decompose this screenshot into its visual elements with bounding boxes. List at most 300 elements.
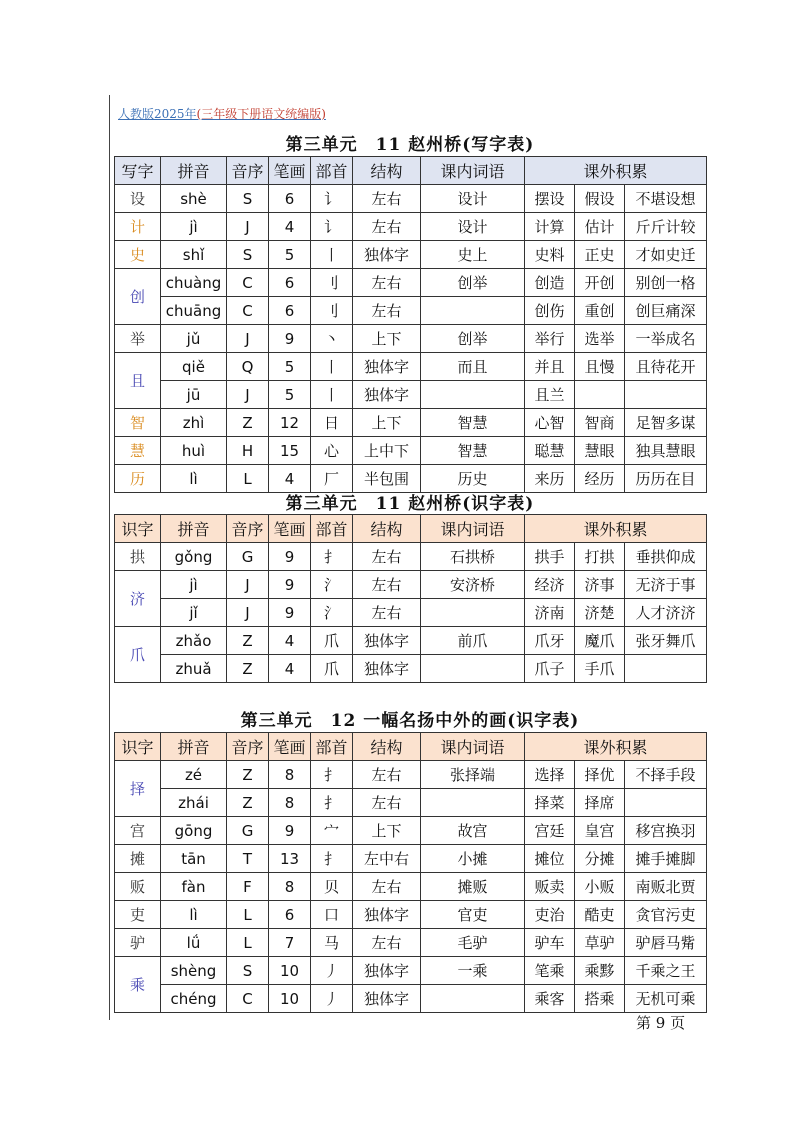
table-row <box>115 873 707 901</box>
radical-cell: 心 <box>311 437 353 465</box>
pinyin-cell: chuāng <box>161 297 227 325</box>
stroke-count-cell: 9 <box>269 599 311 627</box>
pinyin-cell: gōng <box>161 817 227 845</box>
structure-cell: 上下 <box>353 817 421 845</box>
column-header: 音序 <box>227 157 269 185</box>
extra-word-cell: 不堪设想 <box>625 185 707 213</box>
table-row <box>115 409 707 437</box>
extra-word-cell <box>625 789 707 817</box>
table-row <box>115 213 707 241</box>
extra-word-cell: 一举成名 <box>625 325 707 353</box>
stroke-count-cell: 8 <box>269 789 311 817</box>
extra-word-cell: 摊手摊脚 <box>625 845 707 873</box>
initial-cell: Z <box>227 761 269 789</box>
structure-cell: 独体字 <box>353 901 421 929</box>
section2-title: 第三单元 11 赵州桥(识字表) <box>285 494 535 514</box>
column-header: 拼音 <box>161 515 227 543</box>
textbook-word-cell: 官吏 <box>421 901 525 929</box>
column-header: 拼音 <box>161 157 227 185</box>
page-number: 第 9 页 <box>636 1014 686 1032</box>
radical-cell: 丿 <box>311 957 353 985</box>
radical-cell: 宀 <box>311 817 353 845</box>
structure-cell: 左右 <box>353 789 421 817</box>
stroke-count-cell: 9 <box>269 543 311 571</box>
extra-word-cell: 手爪 <box>575 655 625 683</box>
extra-word-cell: 创伤 <box>525 297 575 325</box>
extra-word-cell: 开创 <box>575 269 625 297</box>
textbook-word-cell: 智慧 <box>421 409 525 437</box>
initial-cell: L <box>227 465 269 493</box>
extra-word-cell: 小贩 <box>575 873 625 901</box>
radical-cell: 爪 <box>311 627 353 655</box>
extra-word-cell <box>625 381 707 409</box>
extra-word-cell: 选择 <box>525 761 575 789</box>
char-cell: 驴 <box>115 929 161 957</box>
textbook-word-cell: 创举 <box>421 269 525 297</box>
textbook-word-cell: 设计 <box>421 185 525 213</box>
extra-word-cell: 选举 <box>575 325 625 353</box>
column-header: 结构 <box>353 733 421 761</box>
table-row <box>115 599 707 627</box>
pinyin-cell: shǐ <box>161 241 227 269</box>
pinyin-cell: jì <box>161 213 227 241</box>
initial-cell: Z <box>227 655 269 683</box>
pinyin-cell: jǐ <box>161 599 227 627</box>
table-row <box>115 269 707 297</box>
initial-cell: Z <box>227 627 269 655</box>
textbook-word-cell: 而且 <box>421 353 525 381</box>
textbook-word-cell: 前爪 <box>421 627 525 655</box>
stroke-count-cell: 12 <box>269 409 311 437</box>
extra-word-cell: 才如史迁 <box>625 241 707 269</box>
char-cell: 拱 <box>115 543 161 571</box>
extra-word-cell: 笔乘 <box>525 957 575 985</box>
char-cell: 宫 <box>115 817 161 845</box>
table-row <box>115 437 707 465</box>
extra-word-cell: 打拱 <box>575 543 625 571</box>
structure-cell: 独体字 <box>353 957 421 985</box>
char-cell: 慧 <box>115 437 161 465</box>
textbook-word-cell <box>421 789 525 817</box>
pinyin-cell: zhì <box>161 409 227 437</box>
structure-cell: 半包围 <box>353 465 421 493</box>
extra-word-cell: 宫廷 <box>525 817 575 845</box>
char-cell: 计 <box>115 213 161 241</box>
stroke-count-cell: 5 <box>269 381 311 409</box>
table-row <box>115 185 707 213</box>
pinyin-cell: lì <box>161 901 227 929</box>
extra-word-cell: 摆设 <box>525 185 575 213</box>
extra-word-cell: 举行 <box>525 325 575 353</box>
radical-cell: 日 <box>311 409 353 437</box>
extra-word-cell: 拱手 <box>525 543 575 571</box>
extra-word-cell: 摊位 <box>525 845 575 873</box>
radical-cell: 讠 <box>311 185 353 213</box>
initial-cell: J <box>227 213 269 241</box>
extra-word-cell: 经济 <box>525 571 575 599</box>
extra-word-cell: 草驴 <box>575 929 625 957</box>
column-header: 拼音 <box>161 733 227 761</box>
char-cell: 济 <box>115 571 161 627</box>
initial-cell: J <box>227 381 269 409</box>
initial-cell: C <box>227 985 269 1013</box>
structure-cell: 上下 <box>353 409 421 437</box>
extra-word-cell: 垂拱仰成 <box>625 543 707 571</box>
char-cell: 爪 <box>115 627 161 683</box>
extra-word-cell: 估计 <box>575 213 625 241</box>
table-row <box>115 297 707 325</box>
extra-word-cell: 且待花开 <box>625 353 707 381</box>
initial-cell: J <box>227 599 269 627</box>
table-row <box>115 571 707 599</box>
extra-word-cell: 吏治 <box>525 901 575 929</box>
extra-word-cell: 慧眼 <box>575 437 625 465</box>
header-note-paren: (三年级下册语文统编版) <box>196 107 326 121</box>
structure-cell: 左右 <box>353 213 421 241</box>
column-header: 笔画 <box>269 157 311 185</box>
initial-cell: G <box>227 543 269 571</box>
header-note <box>118 105 326 122</box>
textbook-word-cell <box>421 985 525 1013</box>
char-cell: 贩 <box>115 873 161 901</box>
radical-cell: 扌 <box>311 761 353 789</box>
pinyin-cell: shè <box>161 185 227 213</box>
initial-cell: Q <box>227 353 269 381</box>
table-row <box>115 353 707 381</box>
char-cell: 择 <box>115 761 161 817</box>
structure-cell: 上中下 <box>353 437 421 465</box>
pinyin-cell: zhuǎ <box>161 655 227 683</box>
pinyin-cell: zé <box>161 761 227 789</box>
extra-word-cell: 史料 <box>525 241 575 269</box>
stroke-count-cell: 7 <box>269 929 311 957</box>
radical-cell: 扌 <box>311 845 353 873</box>
initial-cell: T <box>227 845 269 873</box>
extra-word-cell: 济南 <box>525 599 575 627</box>
table-row <box>115 241 707 269</box>
char-cell: 设 <box>115 185 161 213</box>
column-header: 课内词语 <box>421 157 525 185</box>
extra-word-cell: 爪牙 <box>525 627 575 655</box>
stroke-count-cell: 4 <box>269 213 311 241</box>
write-table-lesson11 <box>114 156 707 493</box>
textbook-word-cell: 安济桥 <box>421 571 525 599</box>
initial-cell: S <box>227 957 269 985</box>
extra-word-cell: 贩卖 <box>525 873 575 901</box>
initial-cell: Z <box>227 409 269 437</box>
pinyin-cell: zhǎo <box>161 627 227 655</box>
initial-cell: G <box>227 817 269 845</box>
radical-cell: 氵 <box>311 599 353 627</box>
radical-cell: 讠 <box>311 213 353 241</box>
table-row <box>115 985 707 1013</box>
structure-cell: 左右 <box>353 873 421 901</box>
extra-word-cell: 历历在目 <box>625 465 707 493</box>
left-margin-line <box>109 95 110 1020</box>
textbook-word-cell <box>421 599 525 627</box>
extra-word-cell: 驴唇马觜 <box>625 929 707 957</box>
textbook-word-cell: 历史 <box>421 465 525 493</box>
table-row <box>115 543 707 571</box>
extra-word-cell: 择优 <box>575 761 625 789</box>
initial-cell: L <box>227 929 269 957</box>
radical-cell: 丶 <box>311 325 353 353</box>
table-row <box>115 817 707 845</box>
column-header: 笔画 <box>269 515 311 543</box>
pinyin-cell: qiě <box>161 353 227 381</box>
radical-cell: 氵 <box>311 571 353 599</box>
extra-word-cell: 心智 <box>525 409 575 437</box>
column-header: 识字 <box>115 733 161 761</box>
extra-word-cell: 皇宫 <box>575 817 625 845</box>
structure-cell: 左右 <box>353 543 421 571</box>
table-row <box>115 381 707 409</box>
structure-cell: 独体字 <box>353 353 421 381</box>
structure-cell: 左右 <box>353 185 421 213</box>
pinyin-cell: zhái <box>161 789 227 817</box>
textbook-word-cell: 智慧 <box>421 437 525 465</box>
stroke-count-cell: 10 <box>269 985 311 1013</box>
structure-cell: 左中右 <box>353 845 421 873</box>
extra-word-cell: 经历 <box>575 465 625 493</box>
pinyin-cell: shèng <box>161 957 227 985</box>
textbook-word-cell: 一乘 <box>421 957 525 985</box>
structure-cell: 左右 <box>353 297 421 325</box>
char-cell: 举 <box>115 325 161 353</box>
structure-cell: 独体字 <box>353 655 421 683</box>
radical-cell: 刂 <box>311 269 353 297</box>
textbook-word-cell <box>421 655 525 683</box>
extra-word-cell: 不择手段 <box>625 761 707 789</box>
radical-cell: 丨 <box>311 381 353 409</box>
extra-word-cell: 计算 <box>525 213 575 241</box>
section3-title: 第三单元 12 一幅名扬中外的画(识字表) <box>240 711 580 731</box>
initial-cell: Z <box>227 789 269 817</box>
stroke-count-cell: 9 <box>269 571 311 599</box>
column-header: 写字 <box>115 157 161 185</box>
extra-word-cell: 假设 <box>575 185 625 213</box>
stroke-count-cell: 5 <box>269 353 311 381</box>
char-cell: 摊 <box>115 845 161 873</box>
textbook-word-cell: 毛驴 <box>421 929 525 957</box>
stroke-count-cell: 6 <box>269 269 311 297</box>
column-header: 课内词语 <box>421 515 525 543</box>
extra-word-cell: 魔爪 <box>575 627 625 655</box>
extra-word-cell: 并且 <box>525 353 575 381</box>
initial-cell: S <box>227 241 269 269</box>
radical-cell: 贝 <box>311 873 353 901</box>
stroke-count-cell: 4 <box>269 655 311 683</box>
extra-word-cell: 千乘之王 <box>625 957 707 985</box>
column-header: 音序 <box>227 515 269 543</box>
extra-word-cell: 贪官污吏 <box>625 901 707 929</box>
extra-word-cell: 且兰 <box>525 381 575 409</box>
structure-cell: 独体字 <box>353 985 421 1013</box>
pinyin-cell: chuàng <box>161 269 227 297</box>
initial-cell: C <box>227 269 269 297</box>
radical-cell: 丿 <box>311 985 353 1013</box>
table-row <box>115 957 707 985</box>
extra-word-cell: 无机可乘 <box>625 985 707 1013</box>
radical-cell: 厂 <box>311 465 353 493</box>
stroke-count-cell: 15 <box>269 437 311 465</box>
structure-cell: 左右 <box>353 599 421 627</box>
column-header: 课外积累 <box>525 733 707 761</box>
structure-cell: 左右 <box>353 269 421 297</box>
table-row <box>115 655 707 683</box>
radical-cell: 马 <box>311 929 353 957</box>
initial-cell: C <box>227 297 269 325</box>
radical-cell: 口 <box>311 901 353 929</box>
char-cell: 智 <box>115 409 161 437</box>
radical-cell: 爪 <box>311 655 353 683</box>
pinyin-cell: gǒng <box>161 543 227 571</box>
extra-word-cell: 张牙舞爪 <box>625 627 707 655</box>
column-header: 部首 <box>311 733 353 761</box>
table-header-row <box>115 733 707 761</box>
textbook-word-cell: 摊贩 <box>421 873 525 901</box>
char-cell: 乘 <box>115 957 161 1013</box>
extra-word-cell: 别创一格 <box>625 269 707 297</box>
column-header: 课内词语 <box>421 733 525 761</box>
extra-word-cell: 足智多谋 <box>625 409 707 437</box>
column-header: 部首 <box>311 157 353 185</box>
column-header: 结构 <box>353 515 421 543</box>
extra-word-cell: 人才济济 <box>625 599 707 627</box>
textbook-word-cell: 张择端 <box>421 761 525 789</box>
extra-word-cell: 驴车 <box>525 929 575 957</box>
char-cell: 史 <box>115 241 161 269</box>
table-row <box>115 325 707 353</box>
header-note-prefix: 人教版2025年 <box>118 107 197 121</box>
structure-cell: 独体字 <box>353 627 421 655</box>
radical-cell: 丨 <box>311 241 353 269</box>
structure-cell: 左右 <box>353 929 421 957</box>
table-row <box>115 929 707 957</box>
stroke-count-cell: 10 <box>269 957 311 985</box>
extra-word-cell: 创造 <box>525 269 575 297</box>
extra-word-cell: 择菜 <box>525 789 575 817</box>
column-header: 课外积累 <box>525 157 707 185</box>
extra-word-cell <box>575 381 625 409</box>
extra-word-cell: 独具慧眼 <box>625 437 707 465</box>
table-row <box>115 901 707 929</box>
stroke-count-cell: 8 <box>269 761 311 789</box>
structure-cell: 左右 <box>353 571 421 599</box>
textbook-word-cell <box>421 381 525 409</box>
textbook-word-cell <box>421 297 525 325</box>
table-header-row <box>115 157 707 185</box>
stroke-count-cell: 8 <box>269 873 311 901</box>
initial-cell: L <box>227 901 269 929</box>
pinyin-cell: jì <box>161 571 227 599</box>
column-header: 笔画 <box>269 733 311 761</box>
extra-word-cell: 无济于事 <box>625 571 707 599</box>
char-cell: 历 <box>115 465 161 493</box>
extra-word-cell: 爪子 <box>525 655 575 683</box>
radical-cell: 刂 <box>311 297 353 325</box>
read-table-lesson12 <box>114 732 707 1013</box>
extra-word-cell: 济楚 <box>575 599 625 627</box>
extra-word-cell: 乘客 <box>525 985 575 1013</box>
column-header: 部首 <box>311 515 353 543</box>
extra-word-cell: 正史 <box>575 241 625 269</box>
structure-cell: 独体字 <box>353 241 421 269</box>
stroke-count-cell: 6 <box>269 901 311 929</box>
table-row <box>115 761 707 789</box>
stroke-count-cell: 6 <box>269 297 311 325</box>
column-header: 识字 <box>115 515 161 543</box>
char-cell: 创 <box>115 269 161 325</box>
read-table-lesson11 <box>114 514 707 683</box>
pinyin-cell: huì <box>161 437 227 465</box>
char-cell: 且 <box>115 353 161 409</box>
stroke-count-cell: 13 <box>269 845 311 873</box>
structure-cell: 左右 <box>353 761 421 789</box>
radical-cell: 扌 <box>311 543 353 571</box>
extra-word-cell <box>625 655 707 683</box>
textbook-word-cell: 小摊 <box>421 845 525 873</box>
initial-cell: F <box>227 873 269 901</box>
initial-cell: S <box>227 185 269 213</box>
extra-word-cell: 重创 <box>575 297 625 325</box>
table-row <box>115 627 707 655</box>
extra-word-cell: 创巨痛深 <box>625 297 707 325</box>
pinyin-cell: fàn <box>161 873 227 901</box>
pinyin-cell: lǘ <box>161 929 227 957</box>
stroke-count-cell: 9 <box>269 325 311 353</box>
structure-cell: 独体字 <box>353 381 421 409</box>
initial-cell: J <box>227 325 269 353</box>
pinyin-cell: jū <box>161 381 227 409</box>
stroke-count-cell: 4 <box>269 627 311 655</box>
structure-cell: 上下 <box>353 325 421 353</box>
extra-word-cell: 且慢 <box>575 353 625 381</box>
extra-word-cell: 智商 <box>575 409 625 437</box>
textbook-word-cell: 设计 <box>421 213 525 241</box>
extra-word-cell: 酷吏 <box>575 901 625 929</box>
pinyin-cell: lì <box>161 465 227 493</box>
textbook-word-cell: 创举 <box>421 325 525 353</box>
extra-word-cell: 聪慧 <box>525 437 575 465</box>
char-cell: 吏 <box>115 901 161 929</box>
stroke-count-cell: 9 <box>269 817 311 845</box>
textbook-word-cell: 史上 <box>421 241 525 269</box>
stroke-count-cell: 4 <box>269 465 311 493</box>
column-header: 音序 <box>227 733 269 761</box>
extra-word-cell: 南贩北贾 <box>625 873 707 901</box>
extra-word-cell: 搭乘 <box>575 985 625 1013</box>
textbook-word-cell: 故宫 <box>421 817 525 845</box>
pinyin-cell: chéng <box>161 985 227 1013</box>
extra-word-cell: 来历 <box>525 465 575 493</box>
section1-title: 第三单元 11 赵州桥(写字表) <box>285 135 535 155</box>
extra-word-cell: 移宫换羽 <box>625 817 707 845</box>
initial-cell: H <box>227 437 269 465</box>
textbook-word-cell: 石拱桥 <box>421 543 525 571</box>
pinyin-cell: jǔ <box>161 325 227 353</box>
initial-cell: J <box>227 571 269 599</box>
stroke-count-cell: 5 <box>269 241 311 269</box>
table-header-row <box>115 515 707 543</box>
extra-word-cell: 择席 <box>575 789 625 817</box>
table-row <box>115 845 707 873</box>
extra-word-cell: 分摊 <box>575 845 625 873</box>
extra-word-cell: 乘黟 <box>575 957 625 985</box>
column-header: 课外积累 <box>525 515 707 543</box>
extra-word-cell: 济事 <box>575 571 625 599</box>
column-header: 结构 <box>353 157 421 185</box>
